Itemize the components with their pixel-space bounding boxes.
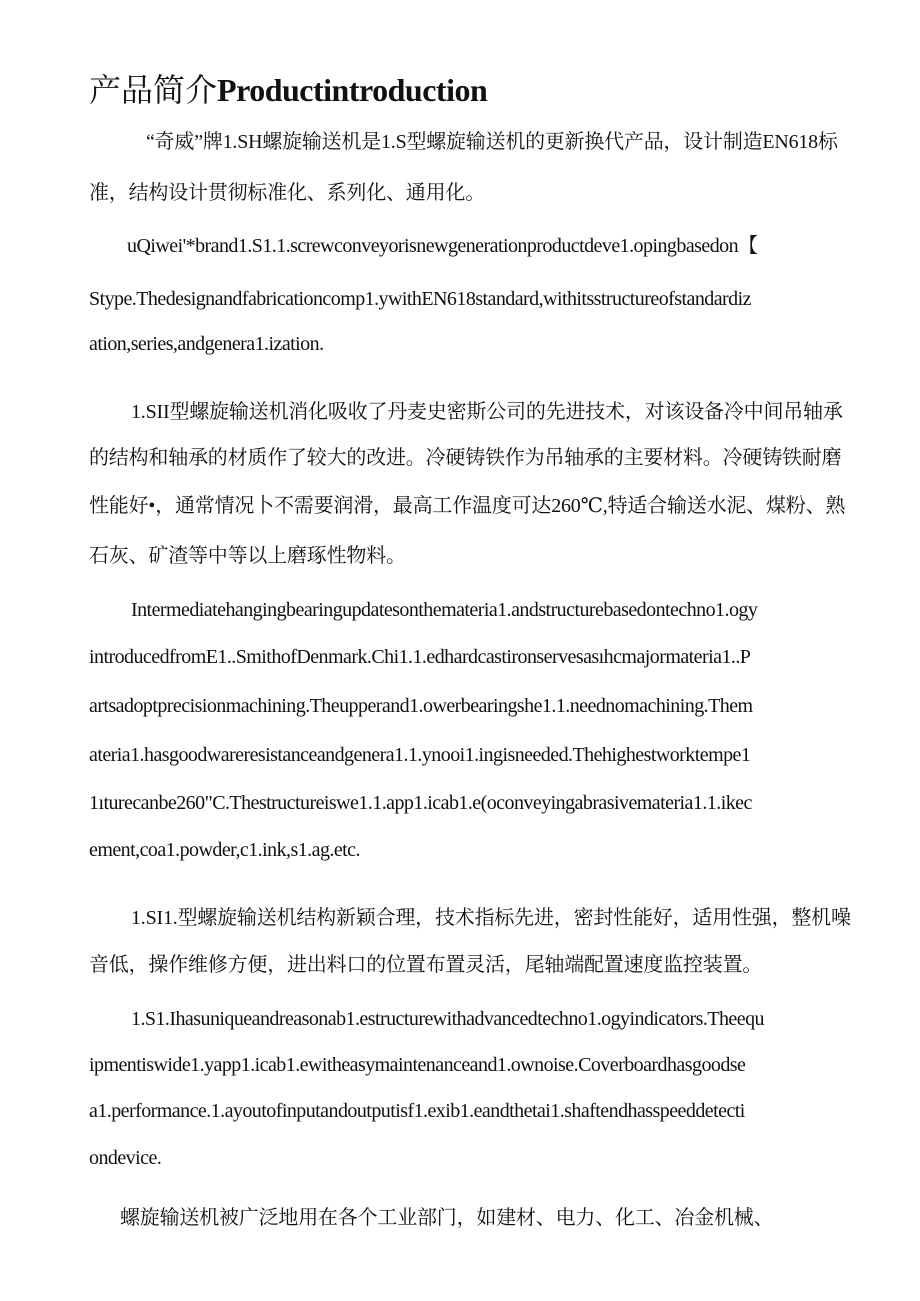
- paragraph-line: introducedfromE1..SmithofDenmark.Chi1.1.edhardcastironservesasıhcmajormateria1..P: [89, 646, 751, 668]
- paragraph-line: ipmentiswide1.yapp1.icab1.ewitheasymaintenanceand1.ownoise.Coverboardhasgoodse: [89, 1054, 746, 1076]
- page-title: [89, 70, 487, 110]
- paragraph-line: 的结构和轴承的材质作了较大的改进。冷硬铸铁作为吊轴承的主要材料。冷硬铸铁耐磨: [89, 447, 842, 469]
- paragraph-line: 1ıturecanbe260"C.Thestructureiswe1.1.app1.icab1.e(oconveyingabrasivemateria1.1.ikec: [89, 792, 752, 814]
- paragraph-line: Intermediatehangingbearingupdatesonthemateria1.andstructurebasedontechno1.ogy: [131, 599, 758, 621]
- paragraph-line: 1.S1.Ihasuniqueandreasonab1.estructurewithadvancedtechno1.ogyindicators.Theequ: [131, 1008, 764, 1030]
- paragraph-line: artsadoptprecisionmachining.Theupperand1.owerbearingshe1.1.neednomachining.Them: [89, 695, 753, 717]
- paragraph-line: 1.SII型螺旋输送机消化吸收了丹麦史密斯公司的先进技术，对该设备冷中间吊轴承: [131, 401, 843, 423]
- paragraph-line: 螺旋输送机被广泛地用在各个工业部门，如建材、电力、化工、冶金机械、: [120, 1207, 774, 1229]
- title-english: Productintroduction: [217, 72, 488, 108]
- paragraph-line: 音低，操作维修方便，进出料口的位置布置灵活，尾轴端配置速度监控装置。: [89, 954, 763, 976]
- paragraph-line: 性能好•，通常情况卜不需要润滑，最高工作温度可达260℃,特适合输送水泥、煤粉、熟: [89, 495, 846, 517]
- paragraph-line: Stype.Thedesignandfabricationcomp1.ywithEN618standard,withitsstructureofstandardiz: [89, 288, 751, 310]
- paragraph-line: ement,coa1.powder,c1.ink,s1.ag.etc.: [89, 839, 360, 861]
- paragraph-line: a1.performance.1.ayoutofinputandoutputisf1.exib1.eandthetai1.shaftendhasspeeddetecti: [89, 1100, 745, 1122]
- paragraph-line: “奇威”牌1.SH螺旋输送机是1.S型螺旋输送机的更新换代产品，设计制造EN618标: [146, 131, 838, 153]
- paragraph-line: uQiwei'*brand1.S1.1.screwconveyorisnewgenerationproductdeve1.opingbasedon【: [127, 235, 758, 257]
- paragraph-line: ateria1.hasgoodwareresistanceandgenera1.1.ynooi1.ingisneeded.Thehighestworktempe1: [89, 744, 751, 766]
- paragraph-line: 准，结构设计贯彻标准化、系列化、通用化。: [89, 182, 485, 204]
- paragraph-line: ation,series,andgenera1.ization.: [89, 333, 324, 355]
- paragraph-line: ondevice.: [89, 1147, 162, 1169]
- paragraph-line: 1.SI1.型螺旋输送机结构新颖合理，技术指标先进，密封性能好，适用性强，整机噪: [131, 907, 851, 929]
- paragraph-line: 石灰、矿渣等中等以上磨琢性物料。: [89, 545, 406, 567]
- title-chinese: 产品简介: [89, 71, 218, 109]
